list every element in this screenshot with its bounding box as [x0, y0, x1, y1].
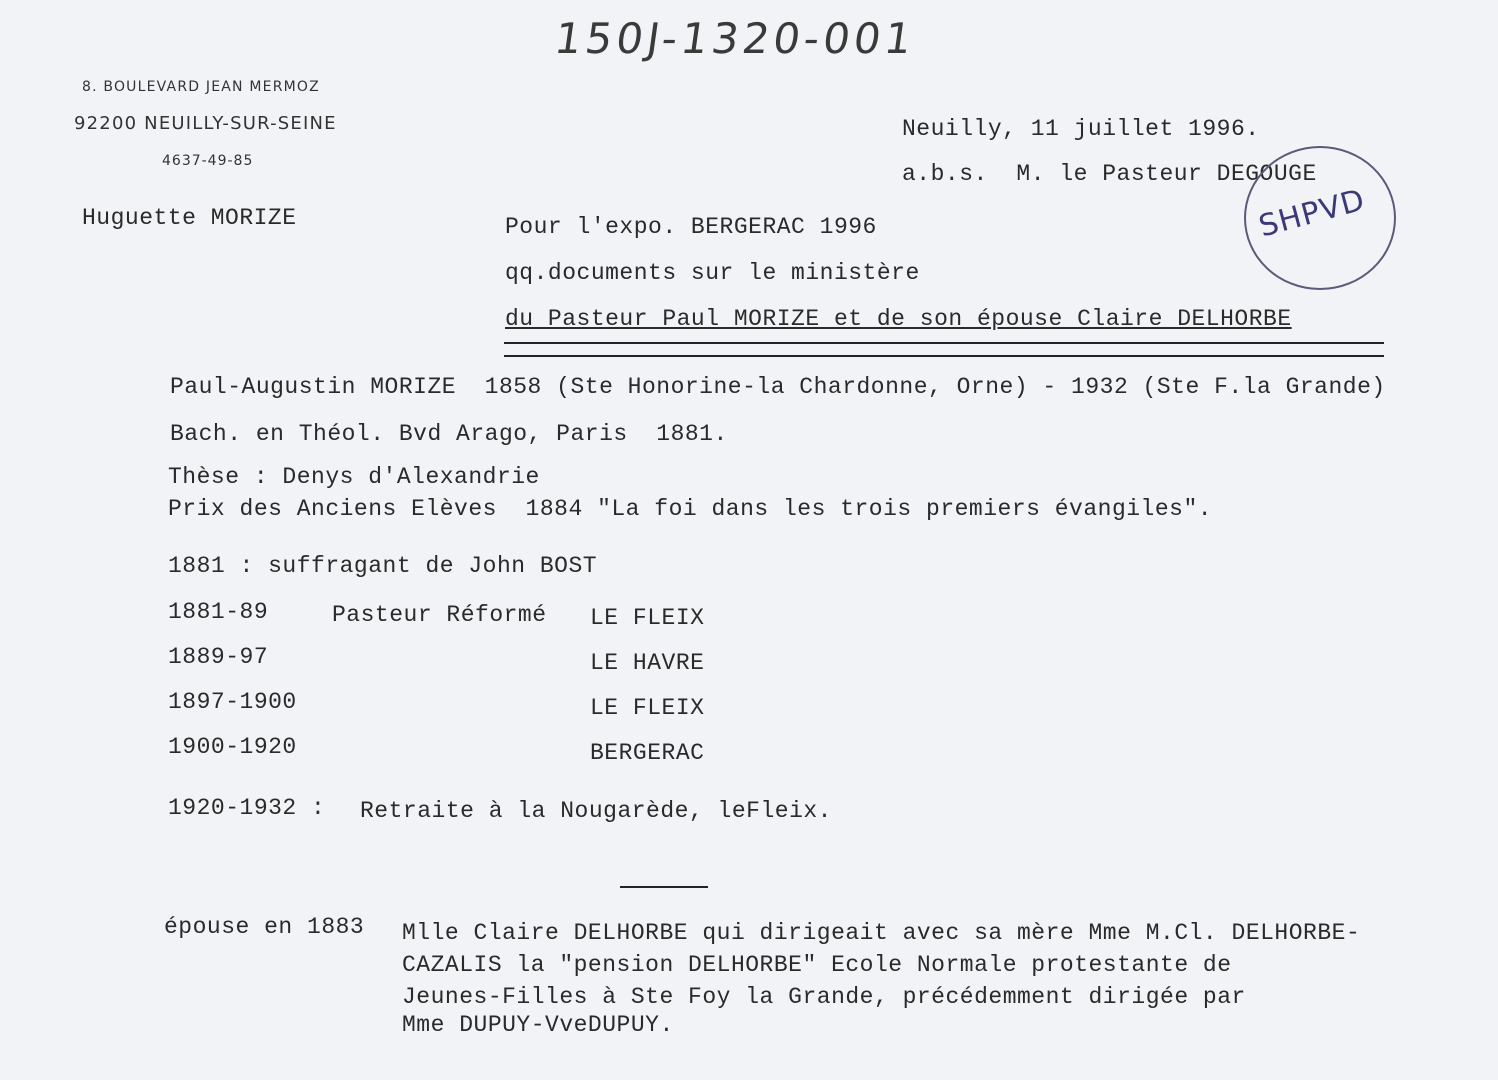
- career-first: 1881 : suffragant de John BOST: [168, 553, 598, 579]
- bio-line2: Bach. en Théol. Bvd Arago, Paris 1881.: [170, 421, 728, 447]
- career-row-years: 1889-97: [168, 644, 269, 670]
- career-row-place: LE HAVRE: [590, 650, 705, 676]
- spouse-line3: Jeunes-Filles à Ste Foy la Grande, précédemment dirigée par: [402, 984, 1246, 1010]
- subject-underline-1: [504, 342, 1384, 344]
- spouse-line2: CAZALIS la "pension DELHORBE" Ecole Normale protestante de: [402, 952, 1232, 978]
- archive-reference-handwritten: 150J-1320-001: [551, 14, 919, 63]
- career-row-place: BERGERAC: [590, 740, 705, 766]
- spouse-label: épouse en 1883: [164, 914, 365, 940]
- retirement-years: 1920-1932 :: [168, 795, 326, 821]
- retirement-text: Retraite à la Nougarède, leFleix.: [360, 798, 832, 824]
- spouse-line1: Mlle Claire DELHORBE qui dirigeait avec sa mère Mme M.Cl. DELHORBE-: [402, 920, 1361, 946]
- subject-line1: Pour l'expo. BERGERAC 1996: [505, 214, 877, 240]
- bio-line4: Prix des Anciens Elèves 1884 "La foi dans les trois premiers évangiles".: [168, 496, 1213, 522]
- letterhead-phone: 4637-49-85: [162, 153, 254, 169]
- section-divider: [620, 886, 708, 888]
- career-row-years: 1897-1900: [168, 689, 297, 715]
- career-row-place: LE FLEIX: [590, 695, 705, 721]
- letterhead-address-line2: 92200 NEUILLY-SUR-SEINE: [74, 113, 337, 134]
- career-row-years: 1900-1920: [168, 734, 297, 760]
- subject-line3: du Pasteur Paul MORIZE et de son épouse Claire DELHORBE: [505, 306, 1292, 332]
- sender-name: Huguette MORIZE: [82, 205, 297, 231]
- career-row-place: LE FLEIX: [590, 605, 705, 631]
- shpvd-stamp: [1244, 146, 1396, 290]
- recipient: a.b.s. M. le Pasteur DEGOUGE: [902, 161, 1317, 187]
- subject-line2: qq.documents sur le ministère: [505, 260, 920, 286]
- subject-underline-2: [504, 355, 1384, 357]
- bio-line3: Thèse : Denys d'Alexandrie: [168, 464, 540, 490]
- stamp-text: SHPVD: [1255, 182, 1370, 245]
- career-row-role: Pasteur Réformé: [332, 602, 547, 628]
- career-row-years: 1881-89: [168, 599, 269, 625]
- bio-line1: Paul-Augustin MORIZE 1858 (Ste Honorine-la Chardonne, Orne) - 1932 (Ste F.la Grande): [170, 374, 1386, 400]
- letterhead-address-line1: 8. BOULEVARD JEAN MERMOZ: [82, 79, 320, 95]
- place-date: Neuilly, 11 juillet 1996.: [902, 116, 1260, 142]
- spouse-line4: Mme DUPUY-VveDUPUY.: [402, 1012, 674, 1038]
